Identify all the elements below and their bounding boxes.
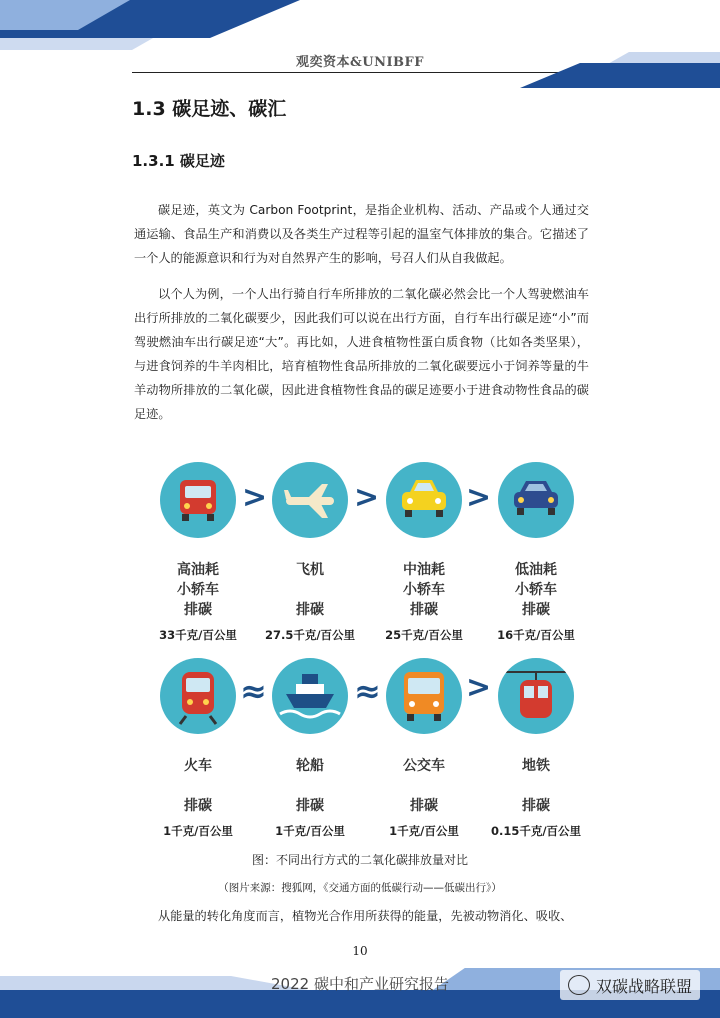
row1-value-3: 25千克/百公里 [385,628,463,642]
separator-1-3: > [466,480,492,515]
row1-label-4: 低油耗 小轿车 排碳 [515,562,557,618]
footer-report-title: 2022 碳中和产业研究报告 [271,975,449,993]
paragraph-2: 以个人为例，一个人出行骑自行车所排放的二氧化碳必然会比一个人驾驶燃油车出行所排放的二氧化碳要少，因此我们可以说在出行方面，自行车出行碳足迹“小”而驾驶燃油车出行碳足迹“大”。再比如，人进食植物性蛋白质食物（比如各类坚果），与进食饲养的牛羊肉相比，培育植物性食品所排放的二氧化碳要远小于饲养等量的牛羊动物所排放的二氧化碳，因此进食植物性食品的碳足迹要小于进食动物性食品的碳足迹。 [134,287,589,421]
running-header: 观奕资本&UNIBFF [296,55,424,70]
page-number: 10 [352,944,368,958]
figure-caption: 图：不同出行方式的二氧化碳排放量对比 [251,853,468,867]
paragraph-1: 碳足迹，英文为 Carbon Footprint，是指企业机构、活动、产品或个人通过交通运输、食品生产和消费以及各类生产过程等引起的温室气体排放的集合。它描述了一个人的能源意识和行为对自然界产生的影响，号召人们从自我做起。 [134,203,589,265]
row2-label-1: 火车 排碳 [184,758,212,814]
wechat-watermark [560,970,700,1000]
section-heading: 1.3 碳足迹、碳汇 [132,98,287,120]
separator-1-1: > [242,480,268,515]
separator-2-3: > [466,670,492,705]
separator-2-1: ≈ [240,672,267,710]
paragraph-3: 从能量的转化角度而言，植物光合作用所获得的能量，先被动物消化、吸收、 [158,909,573,923]
header-rule [132,72,587,73]
row2-value-3: 1千克/百公里 [389,824,459,838]
airplane-icon [272,462,348,538]
bus-icon [386,658,462,734]
row2-value-1: 1千克/百公里 [163,824,233,838]
wechat-icon [568,975,590,995]
figure-source: （图片来源：搜狐网，《交通方面的低碳行动——低碳出行》） [218,882,502,894]
row1-value-1: 33千克/百公里 [159,628,237,642]
ship-icon [272,658,348,734]
row2-label-4: 地铁 排碳 [522,758,550,814]
row2-value-4: 0.15千克/百公里 [490,824,582,838]
train-icon [160,658,236,734]
row2-label-2: 轮船 排碳 [296,758,324,814]
row2-label-3: 公交车 排碳 [403,758,445,814]
row1-value-2: 27.5千克/百公里 [264,628,356,642]
subway-icon [498,658,574,734]
transport-emission-figure [148,462,582,842]
separator-2-2: ≈ [354,672,381,710]
row1-label-2: 飞机 排碳 [296,562,324,618]
blue-car-icon [498,462,574,538]
subsection-heading: 1.3.1 碳足迹 [132,152,225,170]
row2-value-2: 1千克/百公里 [275,824,345,838]
watermark-text: 双碳战略联盟 [596,976,693,996]
row1-value-4: 16千克/百公里 [497,628,575,642]
separator-1-2: > [354,480,380,515]
red-car-icon [160,462,236,538]
row1-label-3: 中油耗 小轿车 排碳 [403,562,445,618]
yellow-car-icon [386,462,462,538]
row1-label-1: 高油耗 小轿车 排碳 [177,562,219,618]
